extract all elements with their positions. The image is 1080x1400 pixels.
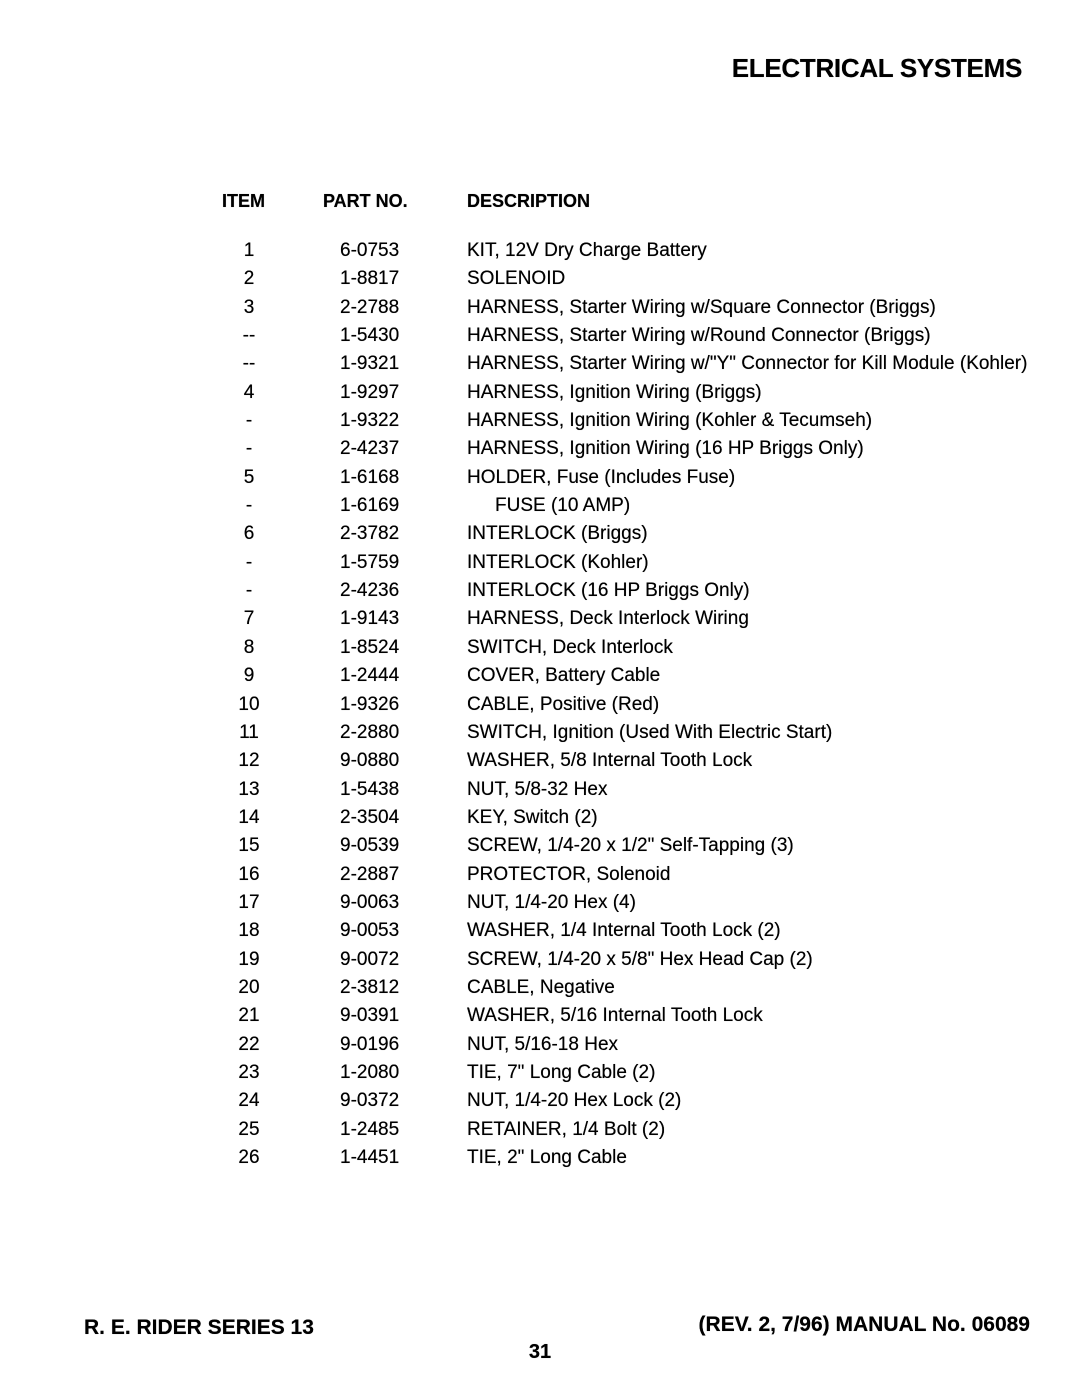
description-cell: WASHER, 1/4 Internal Tooth Lock (2) [467,920,781,942]
description-cell: SCREW, 1/4-20 x 1/2" Self-Tapping (3) [467,835,794,857]
description-cell: INTERLOCK (Briggs) [467,523,648,545]
part-no-cell: 2-2887 [340,863,400,885]
part-no-cell: 1-9326 [340,693,400,715]
part-no-cell: 1-6168 [340,466,400,488]
item-cell: 15 [238,835,260,857]
item-cell: - [245,551,253,573]
table-row [0,577,1080,605]
description-cell: NUT, 5/8-32 Hex [467,778,608,800]
part-no-cell: 9-0539 [340,835,400,857]
description-cell: HARNESS, Ignition Wiring (Kohler & Tecumseh) [467,410,873,432]
table-row [0,946,1080,974]
part-no-cell: 9-0072 [340,948,400,970]
item-cell: -- [242,353,256,375]
part-no-cell: 2-3782 [340,523,400,545]
item-cell: 18 [238,920,260,942]
description-cell: SWITCH, Ignition (Used With Electric Start) [467,721,833,743]
table-row [0,379,1080,407]
part-no-cell: 1-2444 [340,665,400,687]
description-cell: HOLDER, Fuse (Includes Fuse) [467,466,736,488]
table-row [0,294,1080,322]
item-cell: 10 [238,693,260,715]
table-row [0,691,1080,719]
description-cell: RETAINER, 1/4 Bolt (2) [467,1118,666,1140]
part-no-cell: 2-2880 [340,721,400,743]
table-row [0,719,1080,747]
part-no-cell: 1-8817 [340,268,400,290]
item-cell: 16 [238,863,260,885]
description-cell: PROTECTOR, Solenoid [467,863,671,885]
table-row [0,350,1080,378]
item-cell: 7 [243,608,255,630]
column-header-description: DESCRIPTION [467,191,591,211]
item-cell: 11 [239,721,259,743]
description-cell: COVER, Battery Cable [467,665,661,687]
item-cell: 3 [243,296,255,318]
part-no-cell: 1-2080 [340,1061,400,1083]
item-cell: 2 [243,268,255,290]
page-title: ELECTRICAL SYSTEMS [731,53,1022,83]
item-cell: 20 [238,976,260,998]
part-no-cell: 1-8524 [340,636,400,658]
description-cell: NUT, 5/16-18 Hex [467,1033,619,1055]
parts-table-body [0,237,1080,1172]
table-row [0,974,1080,1002]
item-cell: 23 [238,1061,260,1083]
description-cell: NUT, 1/4-20 Hex (4) [467,891,636,913]
table-row [0,322,1080,350]
table-row [0,407,1080,435]
description-cell: HARNESS, Deck Interlock Wiring [467,608,749,630]
table-row [0,917,1080,945]
table-row [0,662,1080,690]
table-row [0,237,1080,265]
description-cell: SWITCH, Deck Interlock [467,636,673,658]
table-row [0,832,1080,860]
parts-table-header [0,191,1080,215]
part-no-cell: 9-0372 [340,1090,400,1112]
table-row [0,1031,1080,1059]
footer-series-label: R. E. RIDER SERIES 13 [84,1316,314,1339]
part-no-cell: 1-9297 [340,381,400,403]
table-row [0,747,1080,775]
part-no-cell: 9-0391 [340,1005,400,1027]
table-row [0,1059,1080,1087]
table-row [0,1116,1080,1144]
table-row [0,520,1080,548]
part-no-cell: 1-5759 [340,551,400,573]
description-cell: WASHER, 5/16 Internal Tooth Lock [467,1005,763,1027]
item-cell: 8 [243,636,255,658]
part-no-cell: 1-9143 [340,608,400,630]
part-no-cell: 1-5430 [340,325,400,347]
table-row [0,634,1080,662]
part-no-cell: 9-0063 [340,891,400,913]
item-cell: - [245,495,253,517]
description-cell: KEY, Switch (2) [467,806,598,828]
part-no-cell: 2-3812 [340,976,400,998]
part-no-cell: 2-3504 [340,806,400,828]
item-cell: 13 [238,778,260,800]
part-no-cell: 1-9322 [340,410,400,432]
item-cell: 12 [238,750,260,772]
table-row [0,464,1080,492]
table-row [0,605,1080,633]
table-row [0,1087,1080,1115]
table-row [0,889,1080,917]
item-cell: 24 [238,1090,260,1112]
table-row [0,861,1080,889]
description-cell: SOLENOID [467,268,566,290]
table-row [0,804,1080,832]
description-cell: INTERLOCK (16 HP Briggs Only) [467,580,750,602]
part-no-cell: 2-4237 [340,438,400,460]
item-cell: 1 [243,240,255,261]
description-cell: INTERLOCK (Kohler) [467,551,649,573]
part-no-cell: 1-6169 [340,495,400,517]
part-no-cell: 9-0880 [340,750,400,772]
table-row [0,435,1080,463]
part-no-cell: 1-4451 [340,1147,400,1168]
footer-revision-label: (REV. 2, 7/96) MANUAL No. 06089 [698,1313,1030,1336]
table-row [0,549,1080,577]
part-no-cell: 9-0053 [340,920,400,942]
item-cell: 5 [243,466,255,488]
table-row [0,492,1080,520]
item-cell: 4 [243,381,255,403]
item-cell: - [245,438,253,460]
column-header-item: ITEM [222,191,265,211]
item-cell: 21 [238,1005,260,1027]
page-number: 31 [528,1341,552,1363]
table-row [0,265,1080,293]
item-cell: 17 [238,891,260,913]
description-cell: TIE, 2" Long Cable [467,1147,627,1168]
column-header-part-no: PART NO. [323,191,408,211]
item-cell: 22 [238,1033,260,1055]
item-cell: 19 [238,948,260,970]
item-cell: 25 [238,1118,260,1140]
description-cell: NUT, 1/4-20 Hex Lock (2) [467,1090,682,1112]
description-cell: HARNESS, Ignition Wiring (Briggs) [467,381,762,403]
item-cell: 6 [243,523,255,545]
part-no-cell: 1-2485 [340,1118,400,1140]
item-cell: 9 [243,665,255,687]
description-cell: WASHER, 5/8 Internal Tooth Lock [467,750,753,772]
description-cell: CABLE, Positive (Red) [467,693,660,715]
table-row [0,776,1080,804]
item-cell: - [245,580,253,602]
part-no-cell: 6-0753 [340,240,400,261]
table-row [0,1002,1080,1030]
description-cell: TIE, 7" Long Cable (2) [467,1061,656,1083]
part-no-cell: 1-9321 [340,353,400,375]
description-cell: SCREW, 1/4-20 x 5/8" Hex Head Cap (2) [467,948,813,970]
description-cell: KIT, 12V Dry Charge Battery [467,240,707,261]
item-cell: - [245,410,253,432]
part-no-cell: 2-4236 [340,580,400,602]
part-no-cell: 9-0196 [340,1033,400,1055]
item-cell: 14 [238,806,260,828]
description-cell: HARNESS, Starter Wiring w/"Y" Connector for Kill Module (Kohler) [467,353,1028,375]
description-cell: HARNESS, Starter Wiring w/Round Connector (Briggs) [467,325,931,347]
table-row [0,1144,1080,1172]
description-cell: FUSE (10 AMP) [495,495,631,517]
part-no-cell: 1-5438 [340,778,400,800]
item-cell: 26 [238,1147,260,1168]
item-cell: -- [242,325,256,347]
description-cell: HARNESS, Ignition Wiring (16 HP Briggs Only) [467,438,864,460]
part-no-cell: 2-2788 [340,296,400,318]
description-cell: HARNESS, Starter Wiring w/Square Connector (Briggs) [467,296,936,318]
description-cell: CABLE, Negative [467,976,615,998]
